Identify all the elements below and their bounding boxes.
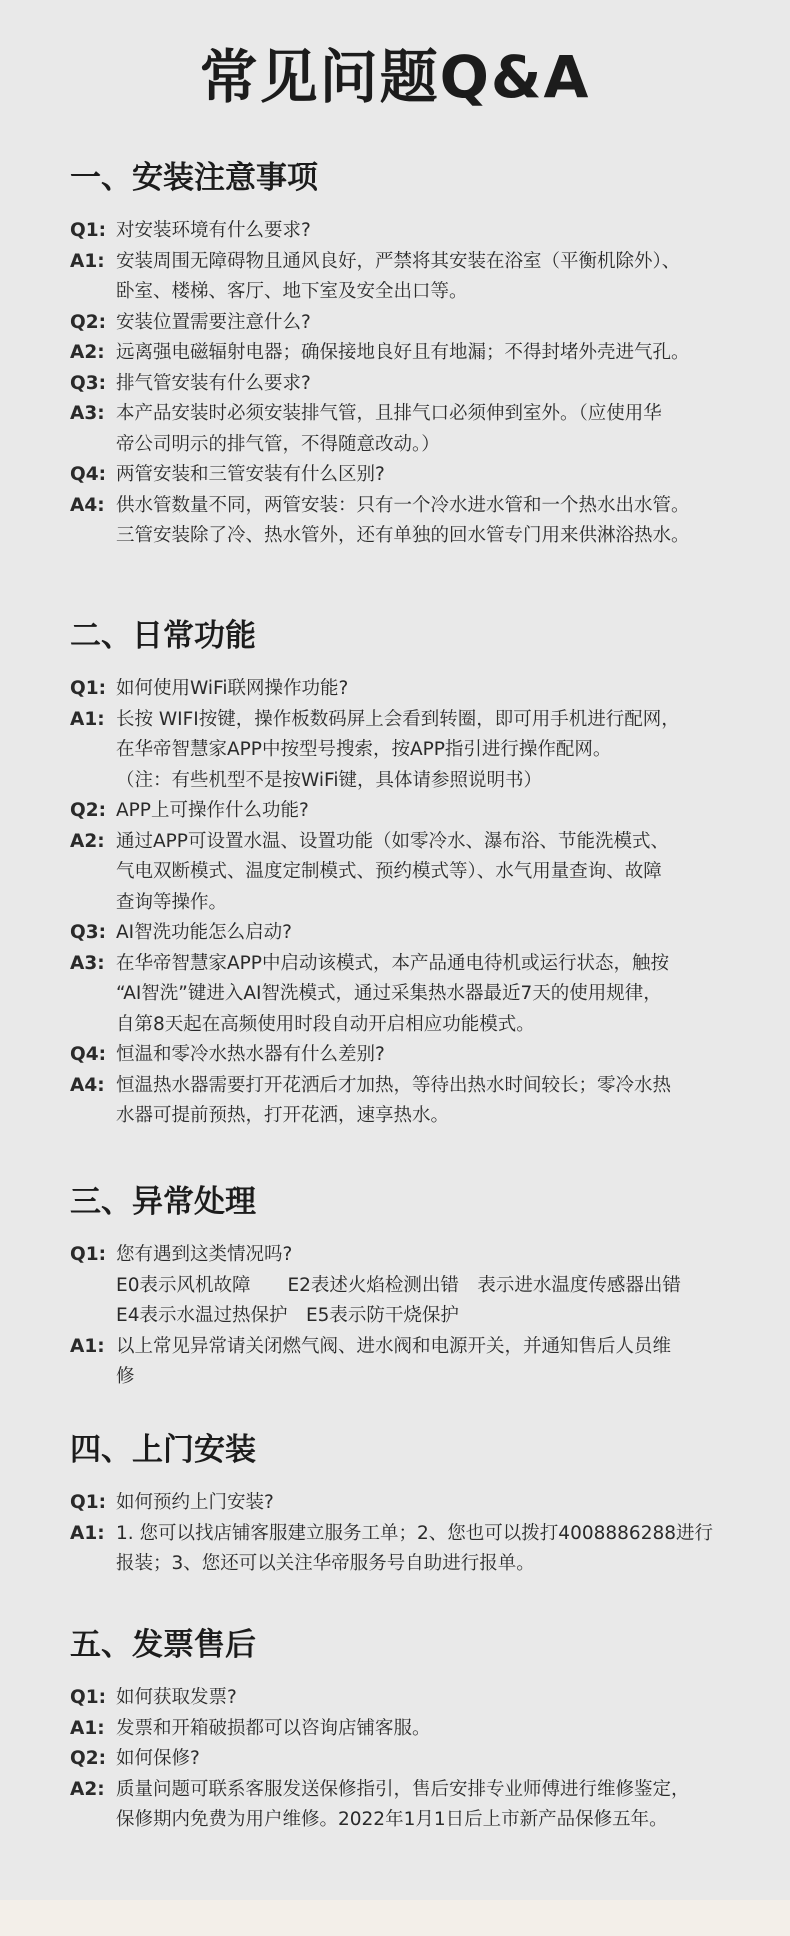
question-tag: Q4:: [70, 1044, 106, 1065]
question-item: [70, 369, 760, 400]
answer-text: [116, 705, 760, 797]
section-onsite-installation: [70, 1430, 760, 1580]
answer-item: [70, 338, 760, 369]
question-tag: Q3:: [70, 922, 106, 943]
question-tag: Q1:: [70, 1492, 106, 1513]
answer-item: [70, 949, 760, 1041]
text-line: 您有遇到这类情况吗?: [116, 1244, 293, 1265]
text-line: APP上可操作什么功能?: [116, 800, 309, 821]
question-item: [70, 308, 760, 339]
answer-text: [116, 247, 760, 308]
answer-tag: A2:: [70, 830, 105, 852]
text-line: 三管安装除了冷、热水管外，还有单独的回水管专门用来供淋浴热水。: [116, 525, 690, 546]
section-installation-notes: [70, 158, 760, 552]
answer-text: [116, 1071, 760, 1132]
text-line: 远离强电磁辐射电器；确保接地良好且有地漏；不得封堵外壳进气孔。: [116, 342, 690, 363]
section-title: 五、发票售后: [70, 1627, 256, 1663]
question-tag: Q2:: [70, 1748, 106, 1769]
answer-item: [70, 491, 760, 552]
text-line: 1. 您可以找店铺客服建立服务工单；2、您也可以拨打4008886288进行: [116, 1522, 714, 1544]
text-line: 水器可提前预热，打开花洒，速享热水。: [116, 1105, 450, 1126]
section-title: 二、日常功能: [70, 618, 256, 654]
section-title: 三、异常处理: [70, 1184, 256, 1220]
question-text: [116, 918, 760, 949]
text-line: （注：有些机型不是按WiFi键，具体请参照说明书）: [116, 769, 542, 791]
question-text: [116, 1744, 760, 1775]
text-line: AI智洗功能怎么启动?: [116, 922, 292, 943]
question-text: [116, 460, 760, 491]
answer-text: [116, 827, 760, 919]
text-line: 如何预约上门安装?: [116, 1492, 274, 1513]
question-item: [70, 1488, 760, 1519]
question-tag: Q4:: [70, 464, 106, 485]
text-line: 两管安装和三管安装有什么区别?: [116, 464, 385, 485]
section-troubleshooting: [70, 1182, 760, 1393]
answer-item: [70, 1775, 760, 1836]
text-line: 在华帝智慧家APP中启动该模式，本产品通电待机或运行状态，触按: [116, 952, 669, 974]
answer-item: [70, 1519, 760, 1580]
question-item: [70, 460, 760, 491]
answer-tag: A4:: [70, 494, 105, 516]
answer-text: [116, 949, 760, 1041]
question-tag: Q1:: [70, 678, 106, 699]
answer-item: [70, 1071, 760, 1132]
answer-item: [70, 1332, 760, 1393]
text-line: 以上常见异常请关闭燃气阀、进水阀和电源开关，并通知售后人员维: [116, 1335, 672, 1357]
answer-text: [116, 338, 760, 369]
section-title: 四、上门安装: [70, 1432, 256, 1468]
answer-tag: A4:: [70, 1074, 105, 1096]
qa-list: [70, 1488, 760, 1580]
text-line: 修: [116, 1366, 135, 1387]
question-tag: Q1:: [70, 220, 106, 241]
qa-list: [70, 1683, 760, 1836]
text-line: 发票和开箱破损都可以咨询店铺客服。: [116, 1717, 431, 1739]
text-line: 在华帝智慧家APP中按型号搜索，按APP指引进行操作配网。: [116, 739, 612, 760]
text-line: 如何获取发票?: [116, 1687, 237, 1708]
text-line: 恒温热水器需要打开花洒后才加热，等待出热水时间较长；零冷水热: [116, 1074, 672, 1096]
answer-item: [70, 1714, 760, 1745]
answer-tag: A1:: [70, 1335, 105, 1357]
text-line: 查询等操作。: [116, 891, 228, 913]
text-line: 通过APP可设置水温、设置功能（如零冷水、瀑布浴、节能洗模式、: [116, 830, 669, 852]
text-line: E4表示水温过热保护 E5表示防干烧保护: [116, 1305, 459, 1326]
answer-tag: A1:: [70, 250, 105, 272]
question-item: [70, 1744, 760, 1775]
section-daily-functions: [70, 616, 760, 1132]
answer-text: [116, 1714, 760, 1745]
text-line: 保修期内免费为用户维修。2022年1月1日后上市新产品保修五年。: [116, 1809, 668, 1830]
answer-tag: A1:: [70, 1717, 105, 1739]
answer-item: [70, 247, 760, 308]
question-item: [70, 1683, 760, 1714]
text-line: 本产品安装时必须安装排气管，且排气口必须伸到室外。（应使用华: [116, 403, 662, 424]
page-title: 常见问题Q&A: [199, 43, 591, 111]
qa-list: [70, 674, 760, 1132]
answer-item: [70, 705, 760, 797]
answer-text: [116, 1519, 760, 1580]
question-item: [70, 796, 760, 827]
question-item: [70, 216, 760, 247]
text-line: “AI智洗”键进入AI智洗模式，通过采集热水器最近7天的使用规律，: [116, 983, 662, 1004]
question-text: [116, 216, 760, 247]
text-line: E0表示风机故障 E2表述火焰检测出错 表示进水温度传感器出错: [116, 1274, 681, 1296]
qa-list: [70, 216, 760, 552]
question-text: [116, 369, 760, 400]
question-item: [70, 918, 760, 949]
answer-tag: A3:: [70, 952, 105, 974]
text-line: 对安装环境有什么要求?: [116, 220, 311, 241]
question-item: [70, 1240, 760, 1332]
text-line: 质量问题可联系客服发送保修指引，售后安排专业师傅进行维修鉴定，: [116, 1778, 690, 1800]
answer-tag: A2:: [70, 1778, 105, 1800]
text-line: 帝公司明示的排气管，不得随意改动。）: [116, 433, 440, 455]
question-text: [116, 796, 760, 827]
section-invoice-aftersales: [70, 1625, 760, 1836]
question-text: [116, 1683, 760, 1714]
answer-item: [70, 827, 760, 919]
question-text: [116, 674, 760, 705]
text-line: 自第8天起在高频使用时段自动开启相应功能模式。: [116, 1013, 535, 1035]
section-title: 一、安装注意事项: [70, 160, 318, 196]
text-line: 如何保修?: [116, 1748, 200, 1769]
question-text: [116, 1040, 760, 1071]
answer-item: [70, 399, 760, 460]
question-tag: Q1:: [70, 1244, 106, 1265]
answer-text: [116, 399, 760, 460]
answer-text: [116, 1332, 760, 1393]
question-tag: Q2:: [70, 800, 106, 821]
text-line: 安装周围无障碍物且通风良好，严禁将其安装在浴室（平衡机除外）、: [116, 250, 681, 272]
question-tag: Q1:: [70, 1687, 106, 1708]
answer-text: [116, 491, 760, 552]
text-line: 报装；3、您还可以关注华帝服务号自助进行报单。: [116, 1553, 535, 1574]
question-text: [116, 308, 760, 339]
text-line: 安装位置需要注意什么?: [116, 311, 311, 333]
question-item: [70, 1040, 760, 1071]
answer-tag: A1:: [70, 1522, 105, 1544]
text-line: 气电双断模式、温度定制模式、预约模式等）、水气用量查询、故障: [116, 861, 662, 882]
text-line: 卧室、楼梯、客厅、地下室及安全出口等。: [116, 281, 468, 302]
question-tag: Q3:: [70, 372, 106, 394]
question-tag: Q2:: [70, 311, 106, 333]
question-text: [116, 1488, 760, 1519]
question-text: [116, 1240, 760, 1332]
answer-text: [116, 1775, 760, 1836]
answer-tag: A1:: [70, 708, 105, 730]
answer-tag: A3:: [70, 403, 105, 424]
text-line: 恒温和零冷水热水器有什么差别?: [116, 1044, 385, 1065]
question-item: [70, 674, 760, 705]
text-line: 供水管数量不同，两管安装：只有一个冷水进水管和一个热水出水管。: [116, 494, 690, 516]
text-line: 长按 WIFI按键，操作板数码屏上会看到转圈，即可用手机进行配网，: [116, 708, 680, 730]
text-line: 如何使用WiFi联网操作功能?: [116, 678, 349, 699]
text-line: 排气管安装有什么要求?: [116, 372, 311, 394]
answer-tag: A2:: [70, 342, 105, 363]
footer-strip: [0, 1900, 790, 1936]
qa-list: [70, 1240, 760, 1393]
